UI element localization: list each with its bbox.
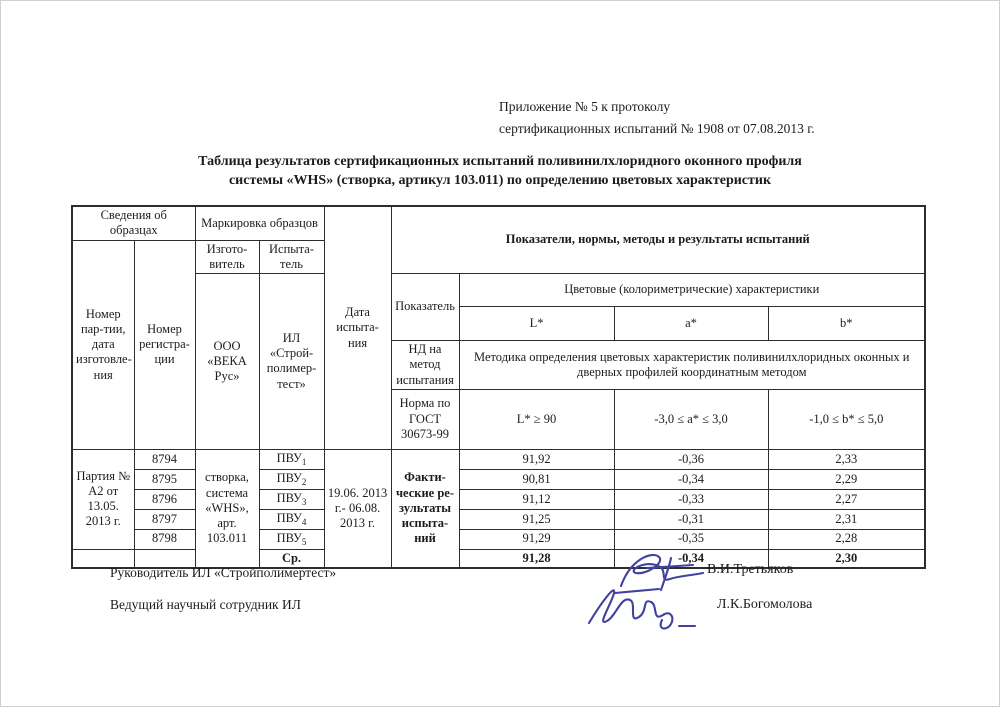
cell-method-description: Методика определения цветовых характеристик поливинилхлоридных оконных и дверных профилей координатным методом [459, 341, 925, 390]
cell-b-value: 2,29 [768, 469, 925, 489]
th-manufacturer: Изгото- витель [195, 240, 259, 274]
signature-bogomolova-icon [585, 579, 711, 633]
annex-line-2: сертификационных испытаний № 1908 от 07.08.2013 г. [499, 121, 815, 136]
cell-pvu [259, 509, 324, 529]
sample-row [72, 449, 925, 469]
annex-line-1: Приложение № 5 к протоколу [499, 99, 671, 114]
cell-avg-a: -0,34 [614, 549, 768, 568]
signer-role-head: Руководитель ИЛ «Стройполимертест» [110, 565, 337, 580]
cell-reg-number: 8797 [134, 509, 195, 529]
th-L-star: L* [459, 307, 614, 341]
cell-pvu [259, 449, 324, 469]
title-line-2: системы «WHS» (створка, артикул 103.011) по определению цветовых характеристик [228, 173, 772, 188]
th-samples-info: Сведения об образцах [72, 206, 195, 240]
cell-L-value: 91,25 [459, 509, 614, 529]
pvu-subscript: 2 [301, 476, 307, 487]
pvu-subscript: 3 [301, 496, 307, 507]
cell-b-value: 2,27 [768, 489, 925, 509]
cell-a-value: -0,31 [614, 509, 768, 529]
results-table-wrapper [71, 205, 926, 569]
annex-header [499, 96, 815, 140]
cell-product: створка, система «WHS», арт. 103.011 [195, 449, 259, 568]
cell-avg-label: Ср. [259, 549, 324, 568]
header-row-1 [72, 206, 925, 240]
results-table [71, 205, 926, 569]
cell-pvu [259, 529, 324, 549]
header-row-3 [72, 274, 925, 307]
pvu-label: ПВУ [276, 450, 302, 465]
signer-role-researcher: Ведущий научный сотрудник ИЛ [110, 597, 301, 612]
cell-manufacturer-name: ООО «ВЕКА Рус» [195, 274, 259, 450]
cell-date-range: 19.06. 2013 г.- 06.08. 2013 г. [324, 449, 391, 568]
th-norm-gost: Норма по ГОСТ 30673-99 [391, 389, 459, 449]
th-tester: Испыта- тель [259, 240, 324, 274]
cell-b-value: 2,33 [768, 449, 925, 469]
pvu-subscript: 4 [301, 516, 307, 527]
cell-L-value: 90,81 [459, 469, 614, 489]
document-title [1, 152, 999, 190]
th-nd-method: НД на метод испытания [391, 341, 459, 390]
pvu-label: ПВУ [276, 510, 302, 525]
cell-L-value: 91,29 [459, 529, 614, 549]
th-test-date: Дата испыта- ния [324, 206, 391, 449]
cell-reg-number: 8798 [134, 529, 195, 549]
cell-a-value: -0,36 [614, 449, 768, 469]
cell-a-value: -0,35 [614, 529, 768, 549]
pvu-subscript: 5 [301, 536, 307, 547]
cell-tester-name: ИЛ «Строй- полимер- тест» [259, 274, 324, 450]
cell-pvu [259, 489, 324, 509]
cell-b-value: 2,31 [768, 509, 925, 529]
th-batch-number: Номер пар-тии, дата изготовле-ния [72, 240, 134, 449]
pvu-label: ПВУ [276, 470, 302, 485]
th-indicators: Показатели, нормы, методы и результаты испытаний [391, 206, 925, 274]
pvu-subscript: 1 [301, 456, 307, 467]
cell-avg-L: 91,28 [459, 549, 614, 568]
cell-norm-L: L* ≥ 90 [459, 389, 614, 449]
th-marking: Маркировка образцов [195, 206, 324, 240]
cell-actual-results-label: Факти-ческие ре-зультаты испыта-ний [391, 449, 459, 568]
cell-pvu [259, 469, 324, 489]
cell-a-value: -0,34 [614, 469, 768, 489]
cell-avg-b: 2,30 [768, 549, 925, 568]
cell-L-value: 91,92 [459, 449, 614, 469]
cell-L-value: 91,12 [459, 489, 614, 509]
cell-batch: Партия № А2 от 13.05. 2013 г. [72, 449, 134, 549]
cell-reg-number: 8794 [134, 449, 195, 469]
cell-reg-number: 8796 [134, 489, 195, 509]
th-indicator: Показатель [391, 274, 459, 341]
th-color-characteristics: Цветовые (колориметрические) характеристики [459, 274, 925, 307]
cell-b-value: 2,28 [768, 529, 925, 549]
cell-reg-number: 8795 [134, 469, 195, 489]
signer-name-tretyakov: В.И.Третьяков [707, 562, 794, 577]
cell-norm-a: -3,0 ≤ a* ≤ 3,0 [614, 389, 768, 449]
cell-a-value: -0,33 [614, 489, 768, 509]
cell-norm-b: -1,0 ≤ b* ≤ 5,0 [768, 389, 925, 449]
title-line-1: Таблица результатов сертификационных испытаний поливинилхлоридного оконного профиля [198, 154, 802, 169]
signer-name-bogomolova: Л.К.Богомолова [717, 597, 813, 612]
pvu-label: ПВУ [276, 530, 302, 545]
th-a-star: a* [614, 307, 768, 341]
th-reg-number: Номер регистра-ции [134, 240, 195, 449]
pvu-label: ПВУ [276, 490, 302, 505]
th-b-star: b* [768, 307, 925, 341]
